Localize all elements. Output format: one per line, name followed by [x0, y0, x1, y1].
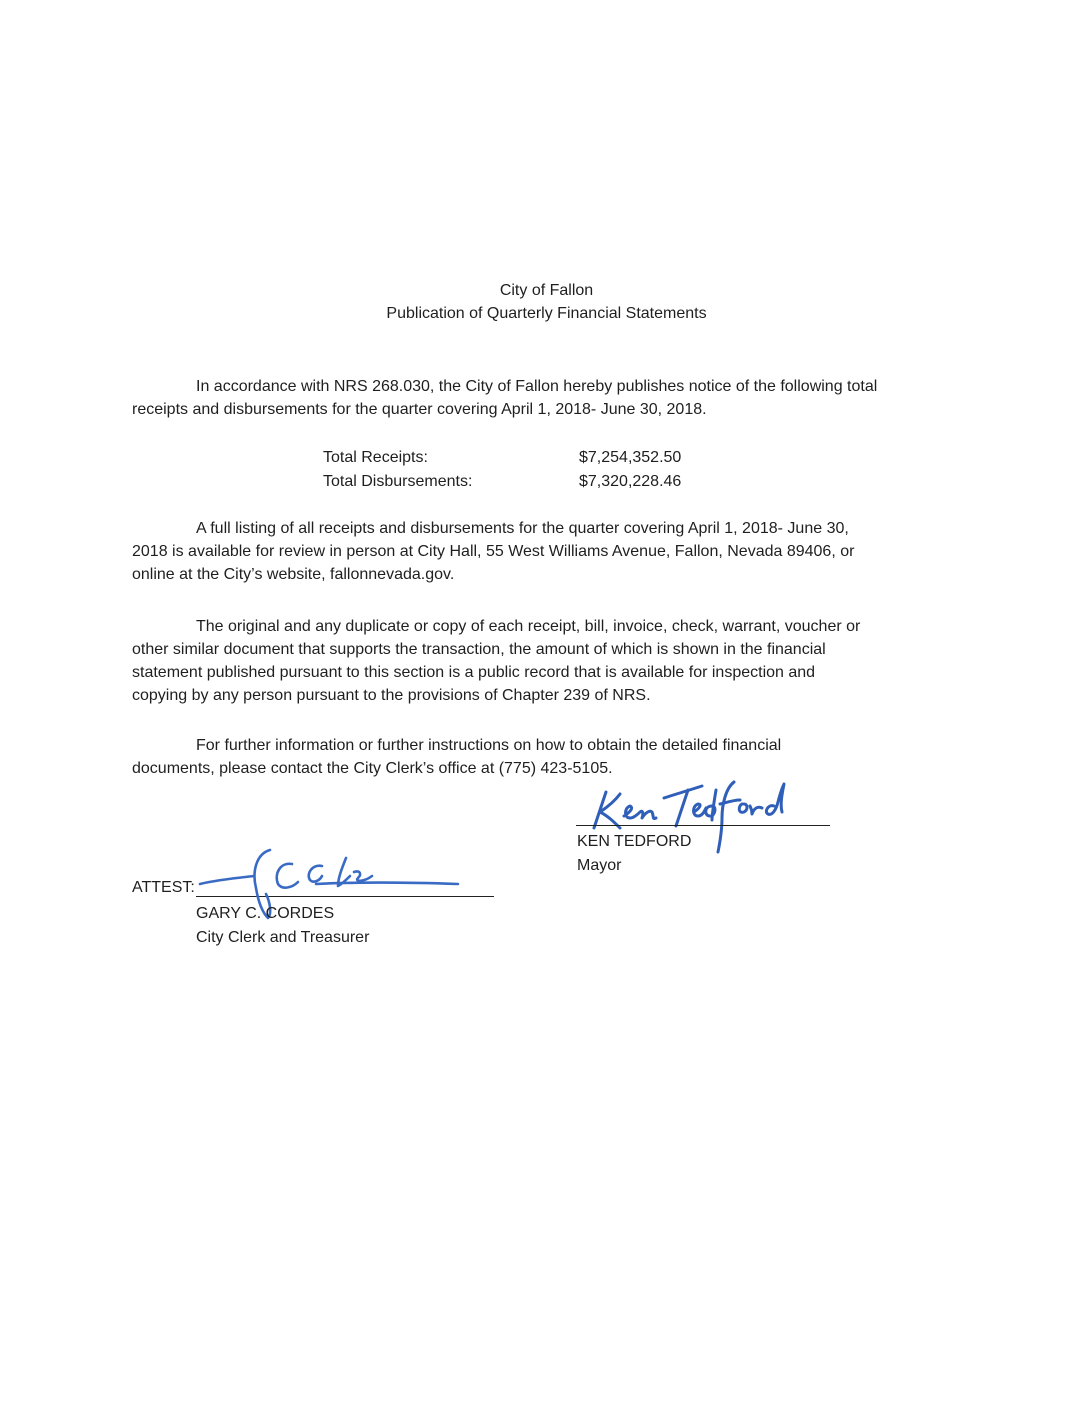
totals-row-receipts: [323, 446, 743, 470]
contact-paragraph: [132, 734, 972, 780]
records-line: statement published pursuant to this section is a public record that is available for inspection and: [132, 664, 816, 681]
totals-amount: $7,254,352.50: [579, 449, 682, 466]
document-title: Publication of Quarterly Financial Statements: [386, 305, 707, 322]
document-org-heading: City of Fallon: [499, 282, 594, 299]
mayor-signature-line: [576, 825, 830, 826]
totals-amount: $7,320,228.46: [579, 473, 682, 490]
attest-name: GARY C. CORDES: [196, 905, 335, 922]
intro-line: In accordance with NRS 268.030, the City of Fallon hereby publishes notice of the following total: [196, 378, 878, 395]
intro-line: receipts and disbursements for the quarter covering April 1, 2018- June 30, 2018.: [132, 401, 707, 418]
mayor-name: KEN TEDFORD: [577, 833, 692, 850]
totals-row-disbursements: [323, 470, 743, 494]
totals-label: Total Disbursements:: [323, 473, 473, 490]
contact-line: documents, please contact the City Clerk’s office at (775) 423-5105.: [132, 760, 613, 777]
intro-paragraph: [132, 375, 972, 421]
records-line: other similar document that supports the transaction, the amount of which is shown in the financial: [132, 641, 826, 658]
attest-label: ATTEST:: [132, 879, 195, 896]
listing-line: online at the City’s website, fallonnevada.gov.: [132, 566, 455, 583]
records-paragraph: [132, 615, 972, 707]
attest-title: City Clerk and Treasurer: [196, 929, 370, 946]
mayor-title: Mayor: [577, 857, 622, 874]
listing-line: A full listing of all receipts and disbursements for the quarter covering April 1, 2018- June 30,: [196, 520, 849, 537]
listing-paragraph: [132, 517, 972, 586]
totals-label: Total Receipts:: [323, 449, 428, 466]
listing-line: 2018 is available for review in person at City Hall, 55 West Williams Avenue, Fallon, Nevada 89406, or: [132, 543, 855, 560]
records-line: copying by any person pursuant to the provisions of Chapter 239 of NRS.: [132, 687, 651, 704]
records-line: The original and any duplicate or copy of each receipt, bill, invoice, check, warrant, voucher or: [196, 618, 861, 635]
contact-line: For further information or further instructions on how to obtain the detailed financial: [196, 737, 782, 754]
